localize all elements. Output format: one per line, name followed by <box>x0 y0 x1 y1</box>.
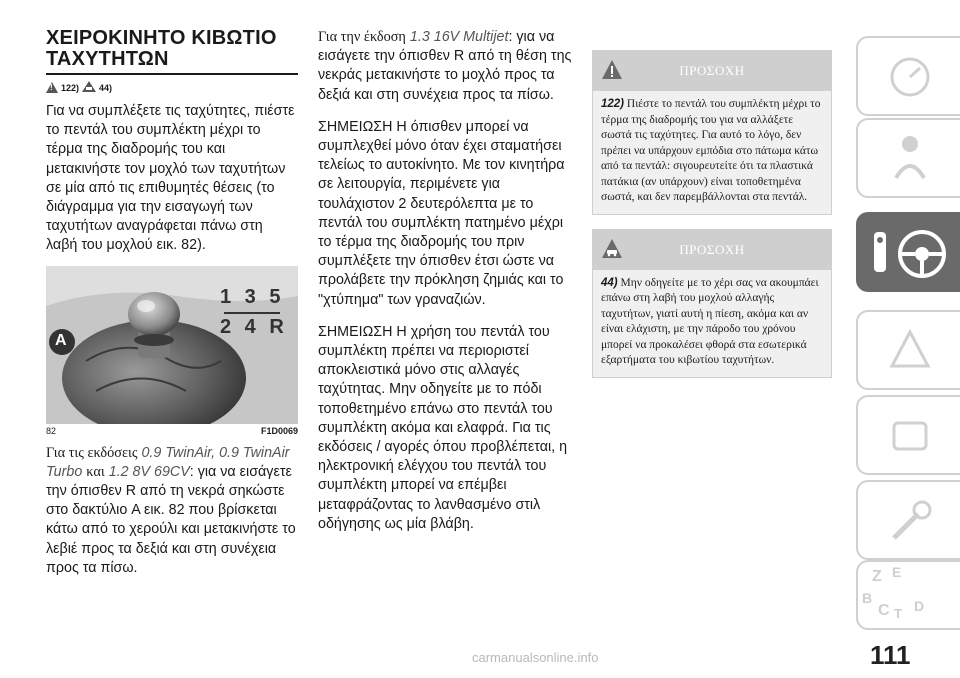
chapter-tab-warnings[interactable] <box>856 310 960 390</box>
multijet-intro: Για την έκδοση <box>318 29 406 45</box>
gear-pattern-bottom: 2 4 R <box>220 315 288 338</box>
warning-ref-2[interactable]: 44) <box>99 82 113 93</box>
warning-ref-1[interactable]: 122) <box>61 82 80 93</box>
multijet-paragraph <box>318 28 578 105</box>
warning-box-2-header <box>593 230 831 270</box>
left-column <box>46 28 298 578</box>
middle-column <box>318 28 578 534</box>
multijet-text: : για να εισάγετε την όπισθεν R από τη θέση της νεκράς μετακινήστε το μοχλό προς τα δεξιά και στη συνέχεια προς τα πίσω. <box>318 29 572 103</box>
figure-code: F1D0069 <box>260 425 298 436</box>
chapter-tab-maintenance[interactable] <box>856 480 960 560</box>
warning-box-2-body <box>593 270 831 377</box>
title-line-1: ΧΕΙΡΟΚΙΝΗΤΟ ΚΙΒΩΤΙΟ <box>46 27 277 49</box>
warning-light-icon <box>858 312 960 390</box>
figure-number: 82 <box>46 425 57 436</box>
figure-caption <box>46 426 298 436</box>
index-letter-t: T <box>894 606 902 621</box>
warning-box-1-number: 122) <box>601 98 625 110</box>
section-title <box>46 28 298 70</box>
note-paragraph-1: ΣΗΜΕΙΩΣΗ Η όπισθεν μπορεί να συμπλεχθεί μόνο όταν έχει σταματήσει τελείως το αυτοκίνητο. Με τον κινητήρα σε λειτουργία, περιμένετε για τουλάχιστον 2 δευτερόλεπτα με το πεντάλ του συμπλέκτη πατημένο μέχρι το τέρμα της διαδρομής του πριν συμπλέξετε την όπισθεν έτσι ώστε να προλάβετε την πρόκληση ζημιάς και το "χτύπημα" των γραναζιών. <box>318 118 565 308</box>
warning-refs <box>46 81 298 94</box>
twinair-model-3: 1.2 8V 69CV <box>108 463 190 480</box>
twinair-intro: Για τις εκδόσεις <box>46 444 138 461</box>
intro-text: Για να συμπλέξετε τις ταχύτητες, πιέστε το πεντάλ του συμπλέκτη μέχρι το τέρμα της διαδρομής του και μετακινήστε τον μοχλό των ταχυτήτων σε μία από τις επιθυμητές θέσεις (το διάγραμμα για την εισαγωγή των ταχυτήτων αναγράφεται πάνω στη λαβή του μοχλού εικ. <box>46 103 295 254</box>
warning-triangle-icon <box>601 59 623 86</box>
index-letter-d: D <box>914 598 925 614</box>
dashboard-icon <box>858 38 960 116</box>
warning-box-2-text: Μην οδηγείτε με το χέρι σας να ακουμπάει επάνω στη λαβή του μοχλού αλλαγής ταχυτήτων, γιατί αυτή η πίεση, ακόμα και αν είναι ελάχιστη, με την πάροδο του χρόνου μπορεί να προκαλέσει φθορά στα εσωτερικά εξαρτήματα του κιβωτίου ταχυτήτων. <box>601 276 819 366</box>
warning-box-1-text: Πιέστε το πεντάλ του συμπλέκτη μέχρι το τέρμα της διαδρομής του για να αλλάξετε σωστά τις ταχύτητες. Για αυτό το λόγο, δεν πρέπει να υπάρχουν εμπόδια στο πάτωμα κάτω από τα πεντάλ: σιγουρευτείτε ότι τα πλαστικά πατάκια (αν υπάρχουν) είναι τοποθετημένα σωστά, και δεν παρεμβάλλονται στα πεντάλ. <box>601 98 821 203</box>
figure-label-a: A <box>55 331 67 349</box>
chapter-sidebar <box>856 0 960 678</box>
note-paragraph-2: ΣΗΜΕΙΩΣΗ Η χρήση του πεντάλ του συμπλέκτη πρέπει να περιοριστεί αποκλειστικά μόνο στις αλλαγές ταχύτητας. Μην οδηγείτε με το πόδι τοποθετημένο επάνω στο πεντάλ του συμπλέκτη ακόμα και ελαφρά. Για τις εκδόσεις / αγορές όπου προβλέπεται, η ηλεκτρονική ελέγχου του πεντάλ του συμπλέκτη μπορεί να επέμβει μεταφράζοντας το λανθασμένο στιλ οδήγησης ως μία βλάβη. <box>318 323 568 532</box>
warning-box-2 <box>592 229 832 378</box>
warning-box-1 <box>592 50 832 215</box>
chapter-tab-emergency[interactable] <box>856 395 960 475</box>
wrench-icon <box>858 482 960 560</box>
chapter-tab-dashboard[interactable] <box>856 36 960 116</box>
chapter-tab-safety[interactable] <box>856 118 960 198</box>
watermark: carmanualsonline.info <box>472 650 599 665</box>
warning-box-1-body <box>593 91 831 214</box>
warning-box-1-header <box>593 51 831 91</box>
index-letter-b: B <box>862 590 873 606</box>
gear-pattern-lines <box>224 312 280 314</box>
twinair-and: και <box>86 463 105 480</box>
twinair-text-end: που βρίσκεται κάτω από το χερούλι και μετακινήστε το λεβιέ προς τα δεξιά και στη συνέχεια προς τα πίσω. <box>46 502 296 576</box>
chapter-tab-index[interactable] <box>856 560 960 630</box>
twinair-text: : για να εισάγετε την όπισθεν R από τη νεκρά σηκώστε στο δακτύλιο A εικ. <box>46 463 292 519</box>
chapter-tab-driving[interactable] <box>856 212 960 292</box>
key-and-steering-wheel-icon <box>858 214 960 292</box>
figure-ref-82[interactable]: 82). <box>181 237 206 254</box>
multijet-model: 1.3 16V Multijet <box>409 29 509 45</box>
title-rule <box>46 73 298 75</box>
index-letter-e: E <box>892 564 902 580</box>
intro-paragraph <box>46 102 298 256</box>
car-warning-icon <box>601 238 623 265</box>
seatbelt-icon <box>858 120 960 198</box>
emergency-icon <box>858 397 960 475</box>
warning-triangle-icon <box>46 82 58 93</box>
twinair-paragraph <box>46 444 298 578</box>
warning-box-1-title: ΠΡΟΣΟΧΗ <box>679 63 745 78</box>
gear-pattern-diagram <box>218 286 288 346</box>
index-letter-z: Z <box>872 568 882 585</box>
gear-pattern-top: 1 3 5 <box>220 285 285 308</box>
index-letter-c: C <box>878 602 890 619</box>
page-number: 111 <box>870 640 911 670</box>
warning-box-2-number: 44) <box>601 276 618 289</box>
figure-ref-82b[interactable]: 82 <box>168 502 185 519</box>
right-column <box>592 50 832 392</box>
warning-box-2-title: ΠΡΟΣΟΧΗ <box>679 241 745 257</box>
twinair-models: 0.9 TwinAir, 0.9 TwinAir Turbo <box>46 444 290 480</box>
gear-shift-figure <box>46 266 298 424</box>
car-warning-icon <box>82 81 96 94</box>
title-line-2: ΤΑΧΥΤΗΤΩΝ <box>46 48 169 70</box>
